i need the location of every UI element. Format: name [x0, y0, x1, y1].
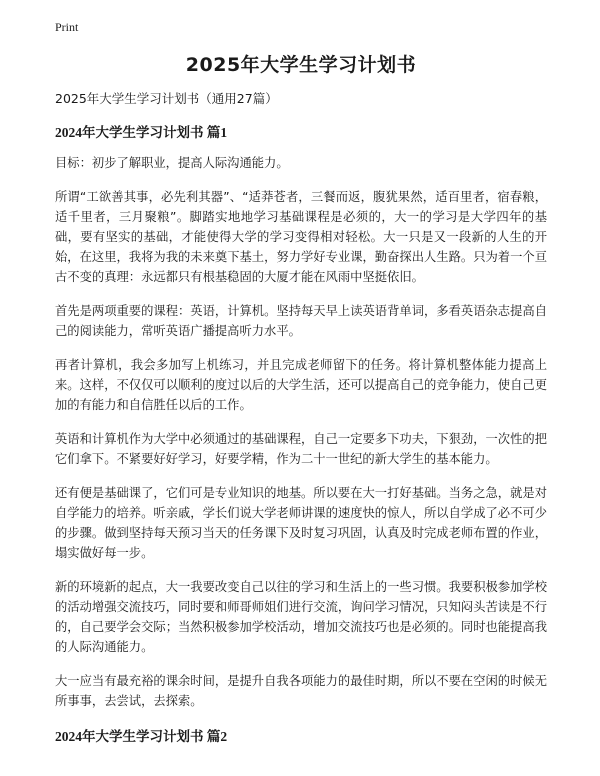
paragraph-basic-courses: 英语和计算机作为大学中必须通过的基础课程，自己一定要多下功夫，下狠劲，一次性的把它们拿下。不紧要好好学习，好要学精，作为二十一世纪的新大学生的基本能力。 — [55, 432, 547, 466]
print-link[interactable]: Print — [55, 20, 79, 34]
document-body — [55, 50, 547, 757]
paragraph-spare-time: 大一应当有最充裕的课余时间，是提升自我各项能力的最佳时期，所以不要在空闲的时候无所事事，去尝试，去探索。 — [55, 674, 547, 708]
paragraph-computer: 再者计算机，我会多加写上机练习，并且完成老师留下的任务。将计算机整体能力提高上来。这样，不仅仅可以顺利的度过以后的大学生活，还可以提高自己的竞争能力，使自己更加的有能力和自信胜任以后的工作。 — [55, 358, 547, 412]
paragraph-new-environment: 新的环境新的起点，大一我要改变自己以往的学习和生活上的一些习惯。我要积极参加学校的活动增强交流技巧，同时要和师哥师姐们进行交流，询问学习情况，只知闷头苦读是不行的，自己要学会交际；当然积极参加学校活动，增加交流技巧也是必须的。同时也能提高我的人际沟通能力。 — [55, 580, 547, 654]
section-heading-2: 2024年大学生学习计划书 篇2 — [55, 729, 228, 744]
document-title: 2025年大学生学习计划书 — [185, 54, 417, 76]
paragraph-english: 首先是两项重要的课程：英语，计算机。坚持每天早上读英语背单词，多看英语杂志提高自己的阅读能力，常听英语广播提高听力水平。 — [55, 304, 547, 338]
document-subtitle: 2025年大学生学习计划书（通用27篇） — [55, 91, 278, 106]
paragraph-goal: 目标：初步了解职业，提高人际沟通能力。 — [55, 156, 289, 170]
paragraph-foundation: 所谓“工欲善其事，必先利其器”、“适莽苍者，三餐而返，腹犹果然，适百里者，宿春粮，适千里者，三月聚粮”。脚踏实地地学习基础课程是必须的，大一的学习是大学四年的基础，要有坚实的基础，才能使得大学的学习变得相对轻松。大一只是又一段新的人生的开始，在这里，我将为我的未来奠下基土，努力学好专业课，勤奋探出人生路。只为着一个亘古不变的真理：永远都只有根基稳固的大厦才能在风雨中坚挺依旧。 — [55, 190, 547, 284]
paragraph-self-study: 还有便是基础课了，它们可是专业知识的地基。所以要在大一打好基础。当务之急，就是对自学能力的培养。听亲戚，学长们说大学老师讲课的速度快的惊人，所以自学成了必不可少的步骤。做到坚持每天预习当天的任务课下及时复习巩固，认真及时完成老师布置的作业，塌实做好每一步。 — [55, 486, 547, 560]
section-heading-1: 2024年大学生学习计划书 篇1 — [55, 125, 228, 140]
